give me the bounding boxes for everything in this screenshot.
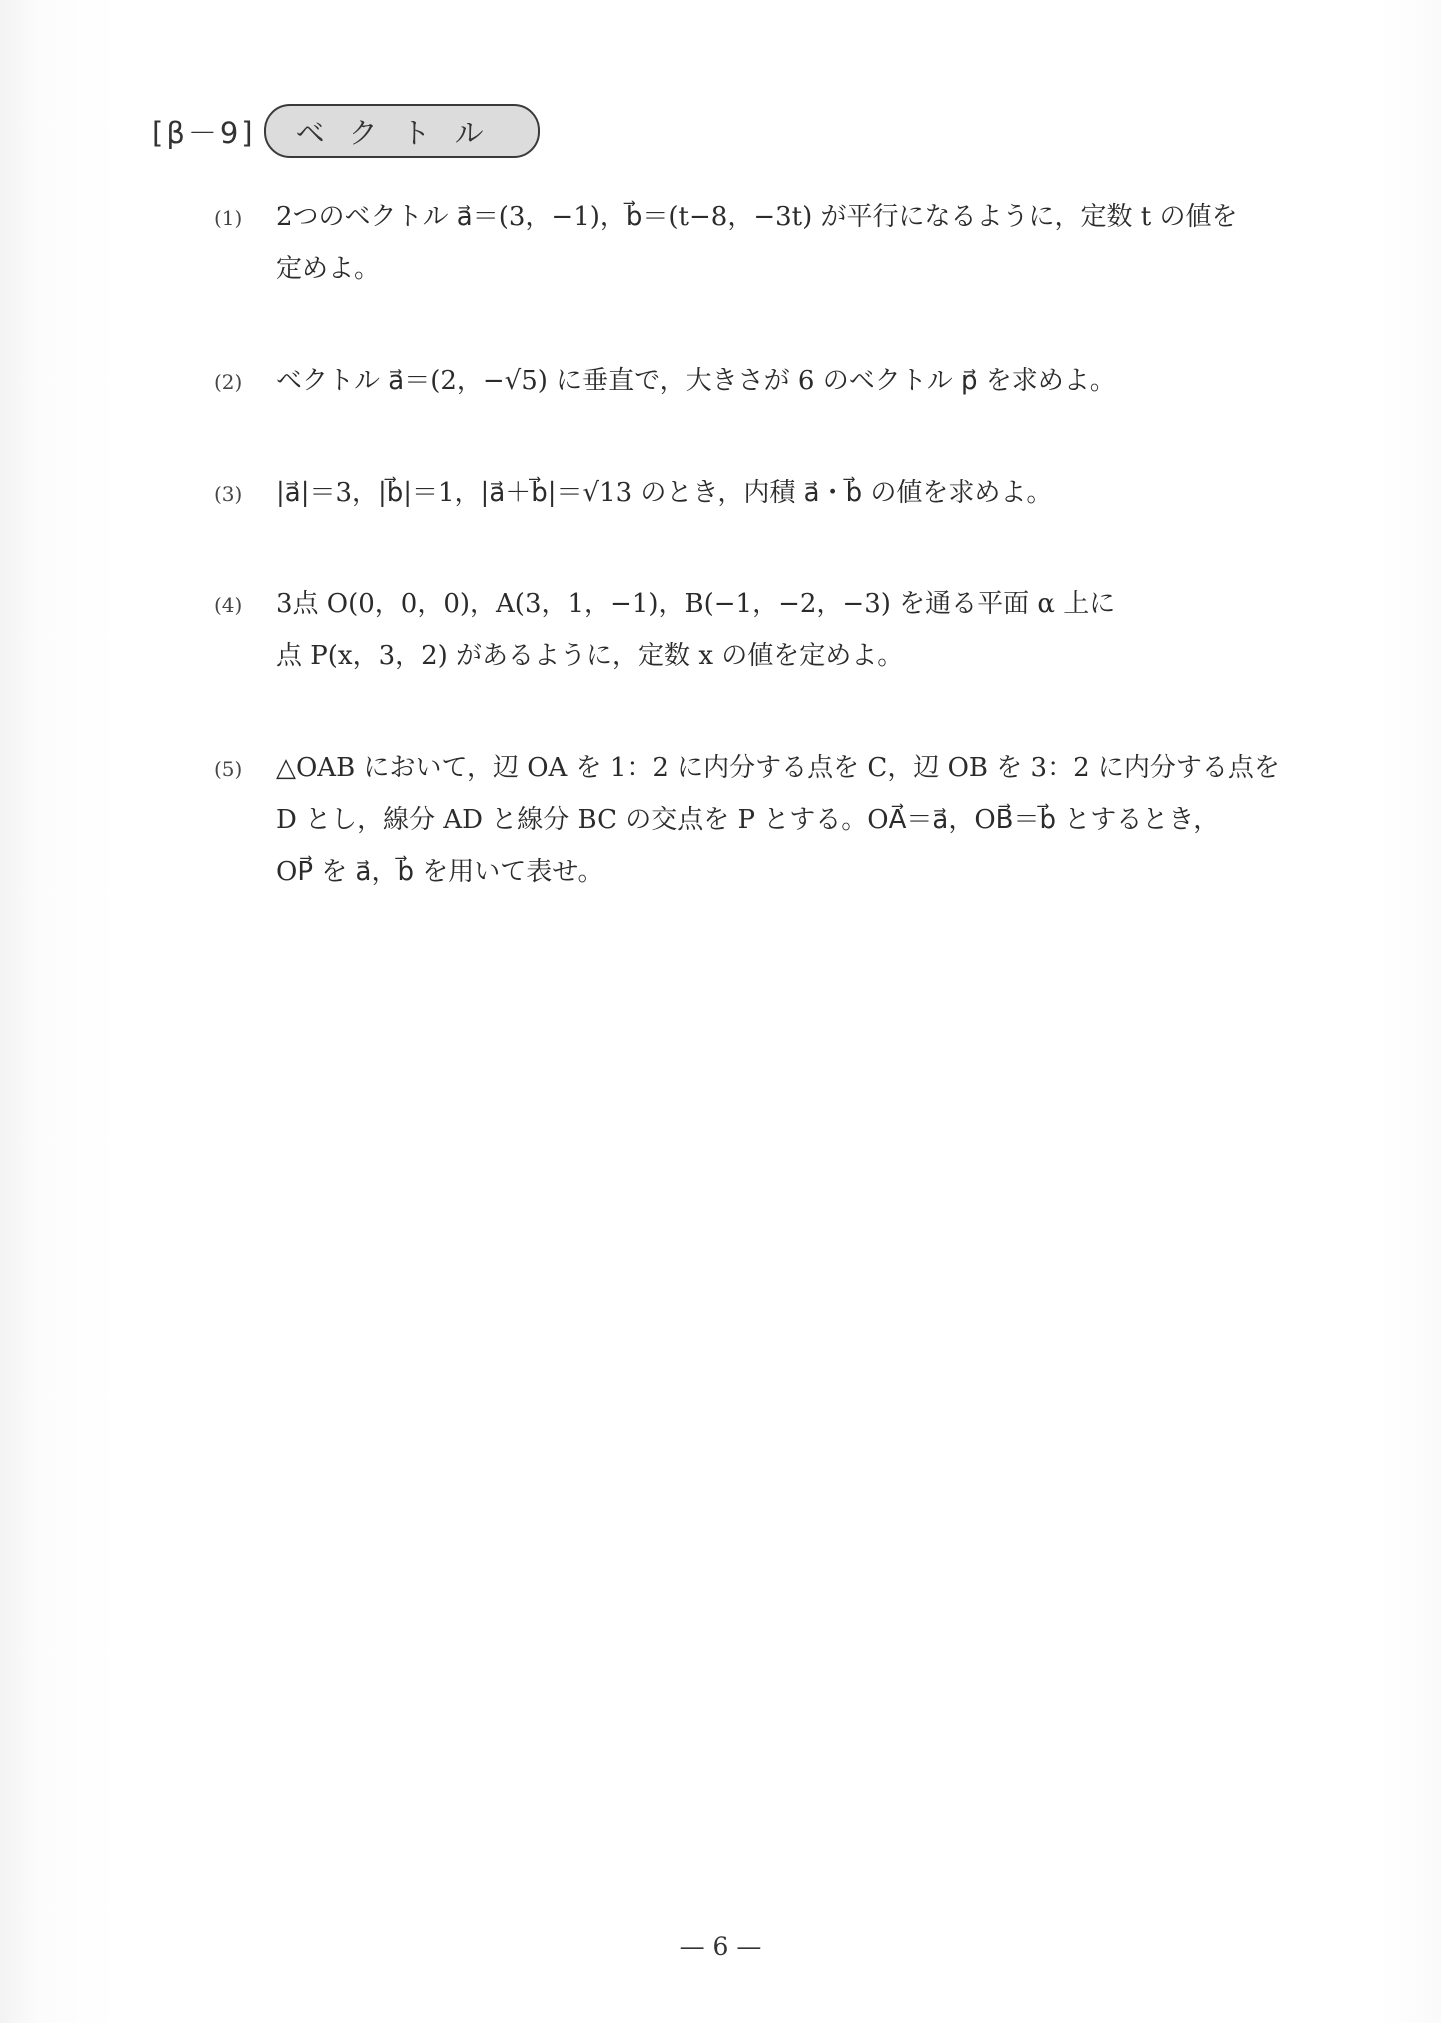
problem-text-line: 定めよ。 [276,254,381,284]
page-number: — 6 — [679,1932,762,1961]
problem-text-line: 2つのベクトル a⃗＝(3，−1)，b⃗＝(t−8，−3t) が平行になるように，定数 t の値を [276,202,1238,232]
problem-number: (5) [214,757,243,781]
problem-number: (1) [214,206,243,230]
problem-number: (4) [214,593,243,617]
section-header [152,104,540,158]
problem-text-line: D とし，線分 AD と線分 BC の交点を P とする。OA⃗＝a⃗，OB⃗＝b⃗ とするとき， [276,805,1220,835]
problem-text-line: 点 P(x，3，2) があるように，定数 x の値を定めよ。 [276,641,904,671]
section-id: [β－9] [152,115,256,150]
problem-text-line: ベクトル a⃗＝(2，−√5) に垂直で，大きさが 6 のベクトル p⃗ を求めよ。 [276,366,1116,396]
problem-text-line: OP⃗ を a⃗，b⃗ を用いて表せ。 [276,857,604,887]
problem-text-line: △OAB において，辺 OA を 1：2 に内分する点を C，辺 OB を 3：2 に内分する点を [276,753,1280,783]
section-title-badge: ベクトル [264,104,540,158]
problem-text-line: |a⃗|＝3，|b⃗|＝1，|a⃗＋b⃗|＝√13 のとき，内積 a⃗・b⃗ の値を求めよ。 [276,478,1053,508]
problem-number: (3) [214,482,243,506]
problem-number: (2) [214,370,243,394]
problem-text-line: 3点 O(0，0，0)，A(3，1，−1)，B(−1，−2，−3) を通る平面 α 上に [276,589,1116,619]
